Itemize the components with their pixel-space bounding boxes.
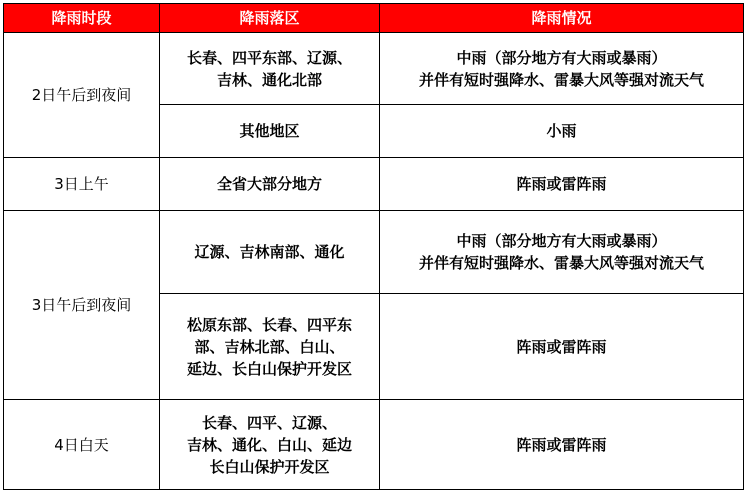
condition-line: 并伴有短时强降水、雷暴大风等强对流天气 xyxy=(418,70,704,89)
table-row xyxy=(4,158,744,211)
period-cell: 4日白天 xyxy=(4,400,160,490)
area-line: 松原东部、长春、四平东 xyxy=(186,315,352,334)
header-area: 降雨落区 xyxy=(160,4,380,33)
condition-cell xyxy=(380,211,744,294)
area-cell: 全省大部分地方 xyxy=(160,158,380,211)
header-row xyxy=(4,4,744,33)
condition-line: 并伴有短时强降水、雷暴大风等强对流天气 xyxy=(418,254,704,272)
area-line: 部、吉林北部、白山、 xyxy=(194,337,345,356)
header-period: 降雨时段 xyxy=(4,4,160,33)
area-line: 长白山保护开发区 xyxy=(209,457,330,476)
area-cell xyxy=(160,294,380,400)
area-cell xyxy=(160,33,380,105)
period-cell: 3日上午 xyxy=(4,158,160,211)
period-cell: 3日午后到夜间 xyxy=(4,211,160,400)
area-line: 长春、四平东部、辽源、 xyxy=(186,48,352,67)
area-line: 吉林、通化、白山、延边 xyxy=(186,435,352,454)
area-line: 延边、长白山保护开发区 xyxy=(186,359,352,378)
period-cell: 2日午后到夜间 xyxy=(4,33,160,158)
table-row xyxy=(4,211,744,294)
condition-cell: 阵雨或雷阵雨 xyxy=(380,400,744,490)
condition-cell: 阵雨或雷阵雨 xyxy=(380,158,744,211)
condition-line: 中雨（部分地方有大雨或暴雨） xyxy=(456,232,667,250)
area-cell xyxy=(160,400,380,490)
header-condition: 降雨情况 xyxy=(380,4,744,33)
condition-cell xyxy=(380,33,744,105)
condition-cell: 小雨 xyxy=(380,105,744,158)
condition-line: 中雨（部分地方有大雨或暴雨） xyxy=(456,48,667,67)
area-line: 长春、四平、辽源、 xyxy=(201,413,337,432)
table-row xyxy=(4,400,744,490)
area-cell: 其他地区 xyxy=(160,105,380,158)
area-cell: 辽源、吉林南部、通化 xyxy=(160,211,380,294)
condition-cell: 阵雨或雷阵雨 xyxy=(380,294,744,400)
table-row xyxy=(4,33,744,105)
rainfall-forecast-table xyxy=(3,3,744,490)
area-line: 吉林、通化北部 xyxy=(216,70,322,89)
